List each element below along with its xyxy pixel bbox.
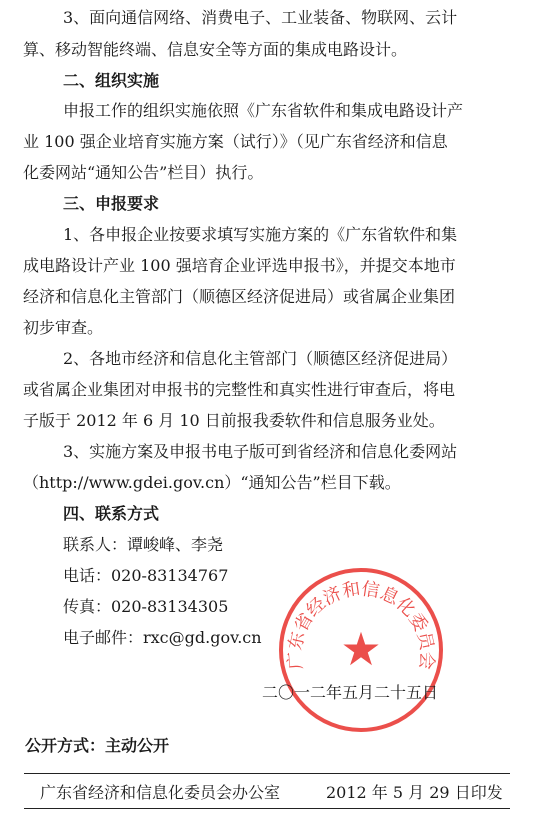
body-line: 1、各申报企业按要求填写实施方案的《广东省软件和集 xyxy=(63,225,458,244)
body-line: （http://www.gdei.gov.cn）“通知公告”栏目下载。 xyxy=(23,473,401,492)
publish-mode: 公开方式：主动公开 xyxy=(25,736,170,755)
body-line: 算、移动智能终端、信息安全等方面的集成电路设计。 xyxy=(23,40,408,59)
contact-person: 联系人：谭峻峰、李尧 xyxy=(63,535,224,554)
body-line: 3、面向通信网络、消费电子、工业装备、物联网、云计 xyxy=(63,8,458,27)
body-line: 业 100 强企业培育实施方案（试行）》（见广东省经济和信息 xyxy=(23,132,448,151)
official-seal-stamp xyxy=(276,565,446,735)
footer-office: 广东省经济和信息化委员会办公室 xyxy=(40,783,281,802)
body-line: 或省属企业集团对申报书的完整性和真实性进行审查后，将电 xyxy=(23,380,456,399)
body-line: 化委网站“通知公告”栏目）执行。 xyxy=(23,163,264,182)
contact-fax: 传真：020-83134305 xyxy=(63,597,229,616)
footer-rule-top xyxy=(24,773,510,774)
body-line: 申报工作的组织实施依照《广东省软件和集成电路设计产 xyxy=(63,101,464,120)
footer-rule-bottom xyxy=(24,808,510,809)
contact-phone: 电话：020-83134767 xyxy=(63,566,229,585)
body-line: 3、实施方案及申报书电子版可到省经济和信息化委网站 xyxy=(63,442,458,461)
seal-star-icon: ★ xyxy=(340,622,382,676)
body-line: 经济和信息化主管部门（顺德区经济促进局）或省属企业集团 xyxy=(23,287,456,306)
section-heading: 二、组织实施 xyxy=(63,71,160,90)
signature-date: 二〇一二年五月二十五日 xyxy=(262,683,439,702)
body-line: 初步审查。 xyxy=(23,318,104,337)
section-heading: 三、申报要求 xyxy=(63,194,160,213)
section-heading: 四、联系方式 xyxy=(63,504,160,523)
seal-arc-text: 广东省经济和信息化委员会 xyxy=(284,578,438,671)
body-line: 子版于 2012 年 6 月 10 日前报我委软件和信息服务业处。 xyxy=(23,411,445,430)
body-line: 2、各地市经济和信息化主管部门（顺德区经济促进局） xyxy=(63,349,458,368)
body-line: 成电路设计产业 100 强培育企业评选申报书》，并提交本地市 xyxy=(23,256,456,275)
footer-printed-date: 2012 年 5 月 29 日印发 xyxy=(326,783,503,802)
contact-email: 电子邮件：rxc@gd.gov.cn xyxy=(63,628,262,647)
